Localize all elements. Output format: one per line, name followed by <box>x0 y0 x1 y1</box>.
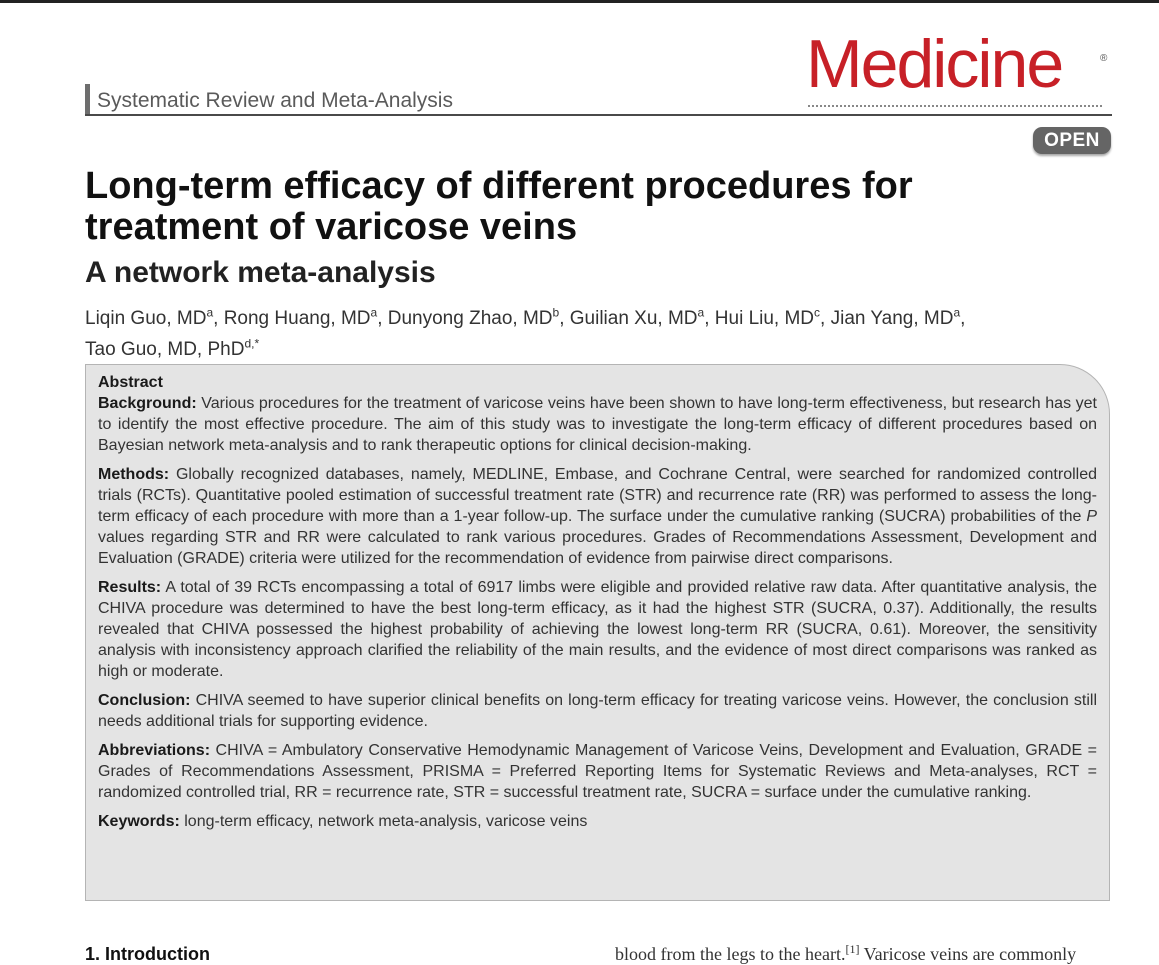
article-subtitle: A network meta-analysis <box>85 256 436 289</box>
abstract-keywords: Keywords: long-term efficacy, network meta-analysis, varicose veins <box>98 813 588 830</box>
background-label: Background: <box>98 395 197 412</box>
author: Hui Liu, $MD^c$, <box>714 306 831 330</box>
author: Jian Yang, $MD^a$, <box>830 306 966 330</box>
author: Rong Huang, $MD^a$, <box>223 306 388 330</box>
author: Tao Guo, MD, PhD$^{d,*}$ <box>85 336 260 360</box>
abbreviations-label: Abbreviations: <box>98 742 211 759</box>
right-column-text: blood from the legs to the heart.[1] Varicose veins are commonly <box>615 942 1077 964</box>
methods-label: Methods: <box>98 466 170 483</box>
abstract-abbreviations: Abbreviations: CHIVA = Ambulatory Conservative Hemodynamic Management of Varicose Veins, Development and Evaluation, GRADE = Grades of Recommendations Assessment, PRISMA = Preferred Reporting Items for Systematic Reviews and Meta-analyses, RCT = randomized controlled trial, RR = recurrence rate, STR = successful treatment rate, SUCRA = surface under the cumulative ranking. <box>98 742 1097 801</box>
section-label: Systematic Review and Meta-Analysis <box>97 89 453 112</box>
author: Dunyong Zhao, $MD^b$, <box>387 306 570 330</box>
author-list <box>85 301 1105 362</box>
author: Guilian Xu, $MD^a$, <box>569 306 715 330</box>
section-label-bar <box>85 84 90 114</box>
open-access-badge: OPEN <box>1033 127 1111 154</box>
conclusion-label: Conclusion: <box>98 692 191 709</box>
top-border <box>0 0 1159 3</box>
registered-mark: ® <box>1100 53 1108 64</box>
header-rule <box>85 114 1112 116</box>
keywords-label: Keywords: <box>98 813 180 830</box>
abstract-heading: Abstract <box>98 374 163 391</box>
author: Liqin Guo, $MD^a$, <box>85 306 224 330</box>
journal-logo: Medicine <box>806 26 1063 102</box>
abstract-methods: Methods: Globally recognized databases, namely, MEDLINE, Embase, and Cochrane Central, were searched for randomized controlled trials (RCTs). Quantitative pooled estimation of successful treatment rate (STR) and recurrence rate (RR) was performed to assess the long-term efficacy of each procedure with more than a 1-year follow-up. The surface under the cumulative ranking (SUCRA) probabilities of the P values regarding STR and RR were calculated to rank various procedures. Grades of Recommendations Assessment, Development and Evaluation (GRADE) criteria were utilized for the recommendation of evidence from pairwise direct comparisons. <box>98 466 1097 567</box>
intro-heading: 1. Introduction <box>85 944 210 964</box>
abstract-box <box>85 364 1110 901</box>
abstract-background: Background: Various procedures for the treatment of varicose veins have been shown to have long-term effectiveness, but research has yet to identify the most effective procedure. The aim of this study was to investigate the long-term efficacy of different procedures based on Bayesian network meta-analysis and to rank therapeutic options for clinical decision-making. <box>98 395 1097 454</box>
article-title: Long-term efficacy of different procedures for treatment of varicose veins <box>85 165 913 248</box>
abstract-conclusion: Conclusion: CHIVA seemed to have superior clinical benefits on long-term efficacy for treating varicose veins. However, the conclusion still needs additional trials for supporting evidence. <box>98 692 1097 730</box>
logo-underline <box>808 105 1102 107</box>
results-label: Results: <box>98 579 162 596</box>
abstract-results: Results: A total of 39 RCTs encompassing a total of 6917 limbs were eligible and provided relative raw data. After quantitative analysis, the CHIVA procedure was determined to have the best long-term efficacy, as it had the highest STR (SUCRA, 0.37). Additionally, the results revealed that CHIVA possessed the highest probability of achieving the lowest long-term RR (SUCRA, 0.61). Moreover, the sensitivity analysis with inconsistency approach clarified the reliability of the main results, and the evidence of most direct comparisons was ranked as high or moderate. <box>98 579 1097 680</box>
